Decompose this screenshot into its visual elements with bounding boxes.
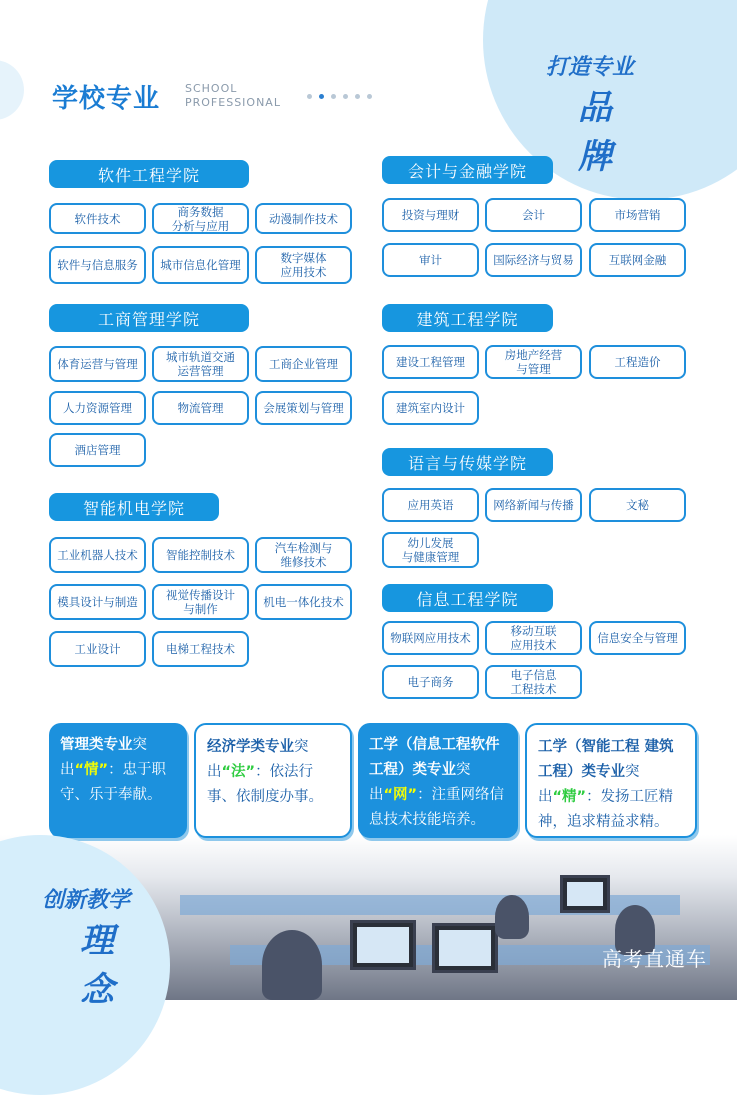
page-title: 学校专业 xyxy=(52,84,161,114)
major-chip: 模具设计与制造 xyxy=(49,584,146,620)
major-chip: 电子信息 工程技术 xyxy=(485,665,582,699)
major-chip: 审计 xyxy=(382,243,479,277)
major-chip: 投资与理财 xyxy=(382,198,479,232)
major-chip: 物联网应用技术 xyxy=(382,621,479,655)
major-chip: 应用英语 xyxy=(382,488,479,522)
info-key: “精” xyxy=(552,789,587,805)
watermark: 高考直通车 xyxy=(602,947,707,971)
major-chip: 电子商务 xyxy=(382,665,479,699)
major-chip: 城市轨道交通 运营管理 xyxy=(152,346,249,382)
major-chip: 移动互联 应用技术 xyxy=(485,621,582,655)
major-chip: 会展策划与管理 xyxy=(255,391,352,425)
title-en-line1: SCHOOL xyxy=(185,82,238,95)
major-chip: 数字媒体 应用技术 xyxy=(255,246,352,284)
major-chip: 智能控制技术 xyxy=(152,537,249,573)
info-tail: ：依法行事、依制度办事。 xyxy=(207,764,323,805)
dot xyxy=(355,94,360,99)
dot xyxy=(307,94,312,99)
major-chip: 工业机器人技术 xyxy=(49,537,146,573)
monitor-shape xyxy=(560,875,610,913)
info-mid: 突出 xyxy=(538,764,640,805)
college-header-accounting: 会计与金融学院 xyxy=(382,156,553,184)
major-chip: 文秘 xyxy=(589,488,686,522)
major-chip: 工业设计 xyxy=(49,631,146,667)
major-chip: 物流管理 xyxy=(152,391,249,425)
major-chip: 工商企业管理 xyxy=(255,346,352,382)
major-chip: 动漫制作技术 xyxy=(255,203,352,234)
major-chip: 视觉传播设计 与制作 xyxy=(152,584,249,620)
major-chip: 城市信息化管理 xyxy=(152,246,249,284)
info-key: “法” xyxy=(221,764,256,780)
info-box-management xyxy=(49,723,187,838)
title-en-line2: PROFESSIONAL xyxy=(185,96,281,109)
major-chip: 国际经济与贸易 xyxy=(485,243,582,277)
info-tail: ：注重网络信息技术技能培养。 xyxy=(369,787,505,828)
major-chip: 房地产经营 与管理 xyxy=(485,345,582,379)
info-mid: 突出 xyxy=(369,762,471,803)
slogan-bottom xyxy=(42,883,131,1010)
major-chip: 工程造价 xyxy=(589,345,686,379)
info-head: 管理类专业 xyxy=(60,737,133,753)
major-chip: 软件与信息服务 xyxy=(49,246,146,284)
dot xyxy=(343,94,348,99)
major-chip: 机电一体化技术 xyxy=(255,584,352,620)
info-key: “情” xyxy=(74,762,109,778)
carousel-dots xyxy=(307,94,372,99)
major-chip: 酒店管理 xyxy=(49,433,146,467)
page-title-english xyxy=(185,82,315,110)
decorative-arc-left xyxy=(0,60,24,120)
slogan-bottom-big: 理念 xyxy=(80,921,114,1010)
major-chip: 体育运营与管理 xyxy=(49,346,146,382)
person-shape xyxy=(262,930,322,1000)
monitor-shape xyxy=(350,920,416,970)
slogan-top xyxy=(546,50,635,177)
major-chip: 网络新闻与传播 xyxy=(485,488,582,522)
major-chip: 软件技术 xyxy=(49,203,146,234)
major-chip: 商务数据 分析与应用 xyxy=(152,203,249,234)
info-box-info-engineering xyxy=(358,723,518,838)
college-header-language-media: 语言与传媒学院 xyxy=(382,448,553,476)
major-chip: 市场营销 xyxy=(589,198,686,232)
major-chip: 信息安全与管理 xyxy=(589,621,686,655)
major-chip: 互联网金融 xyxy=(589,243,686,277)
dot xyxy=(331,94,336,99)
info-head: 工学（信息工程软件工程）类专业 xyxy=(369,737,500,778)
slogan-top-big: 品牌 xyxy=(578,88,612,177)
info-mid: 突出 xyxy=(207,739,309,780)
major-chip: 电梯工程技术 xyxy=(152,631,249,667)
info-head: 经济学类专业 xyxy=(207,739,294,755)
major-chip: 建设工程管理 xyxy=(382,345,479,379)
college-header-construction: 建筑工程学院 xyxy=(382,304,553,332)
major-chip: 人力资源管理 xyxy=(49,391,146,425)
slogan-top-small: 打造专业 xyxy=(546,54,635,80)
college-header-mechatronics: 智能机电学院 xyxy=(49,493,219,521)
college-header-business: 工商管理学院 xyxy=(49,304,249,332)
slogan-bottom-small: 创新教学 xyxy=(42,887,131,913)
person-shape xyxy=(495,895,529,939)
info-box-intelligent-engineering xyxy=(525,723,697,838)
dot xyxy=(367,94,372,99)
major-chip: 汽车检测与 维修技术 xyxy=(255,537,352,573)
info-head: 工学（智能工程 建筑工程）类专业 xyxy=(538,739,674,780)
info-tail: ：发扬工匠精神，追求精益求精。 xyxy=(538,789,674,830)
college-header-information: 信息工程学院 xyxy=(382,584,553,612)
major-chip: 建筑室内设计 xyxy=(382,391,479,425)
dot-active xyxy=(319,94,324,99)
college-header-software: 软件工程学院 xyxy=(49,160,249,188)
info-key: “网” xyxy=(383,787,418,803)
info-box-economics xyxy=(194,723,352,838)
info-tail: ：忠于职守、乐于奉献。 xyxy=(60,762,167,803)
info-mid: 突出 xyxy=(60,737,147,778)
major-chip: 会计 xyxy=(485,198,582,232)
monitor-shape xyxy=(432,923,498,973)
major-chip: 幼儿发展 与健康管理 xyxy=(382,532,479,568)
